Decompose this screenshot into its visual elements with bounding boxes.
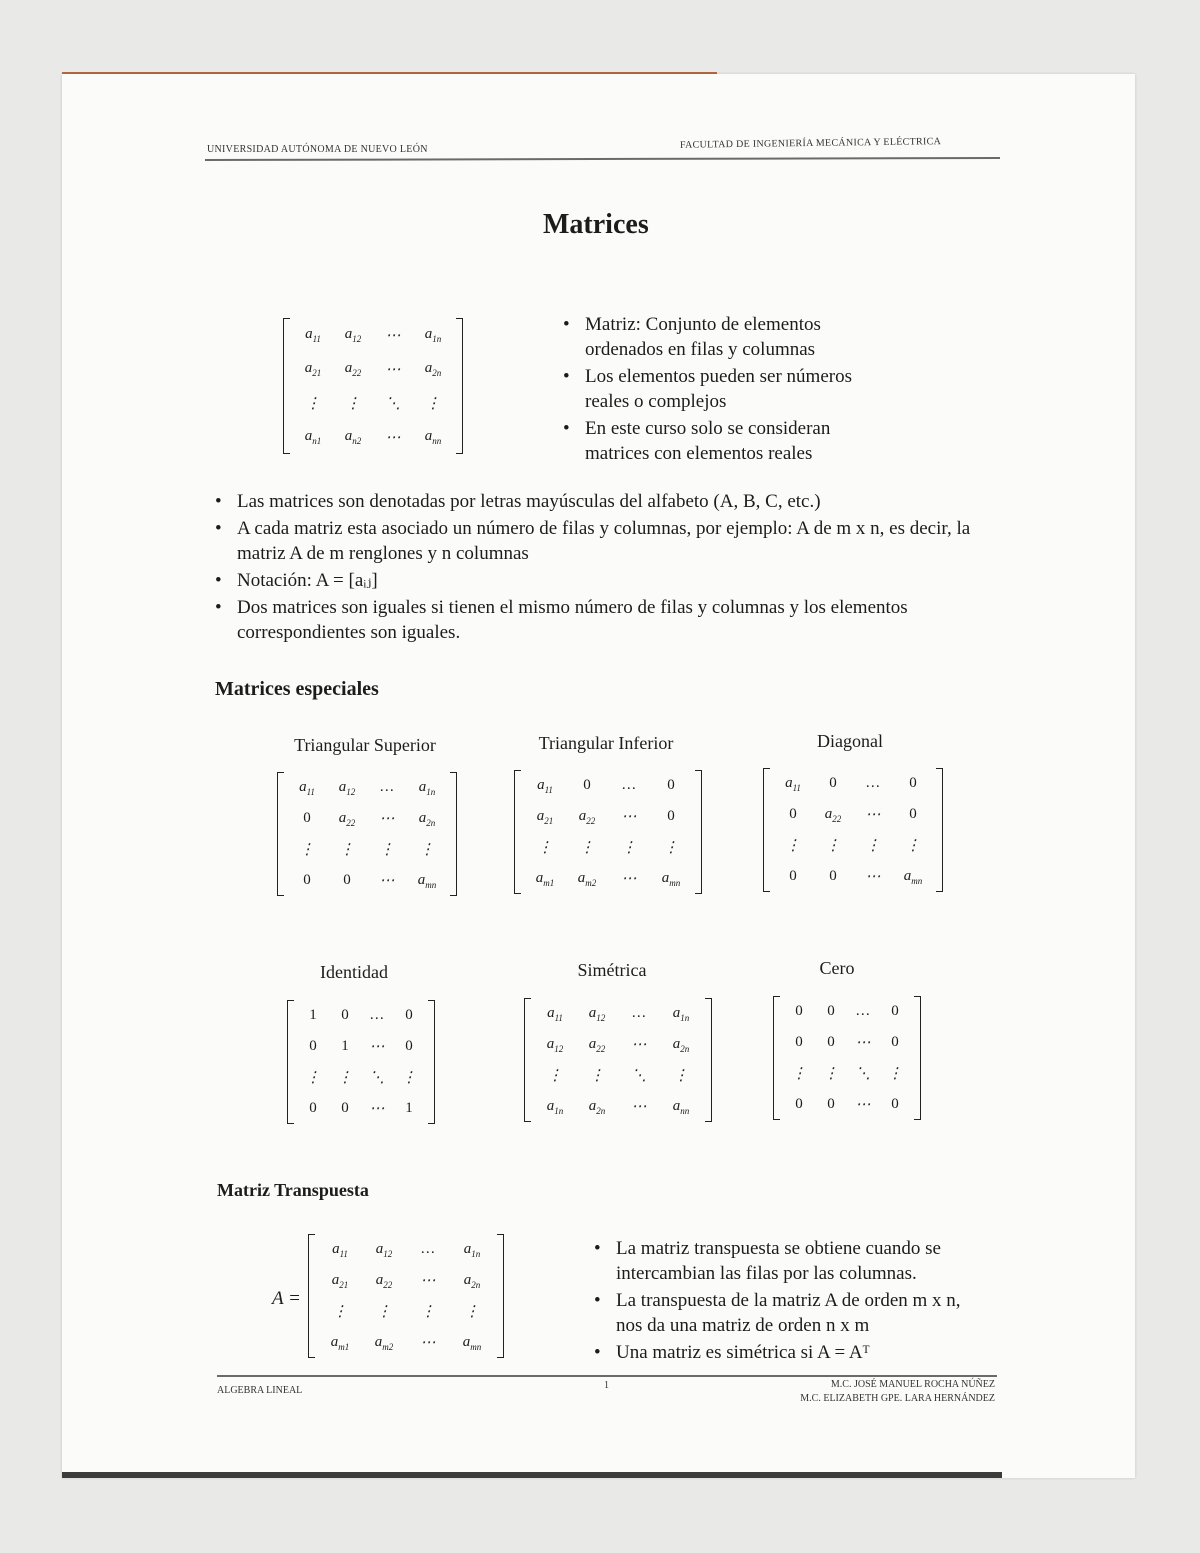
matrix-entry: 0 <box>891 1096 899 1112</box>
matrix-entry: 0 <box>303 872 311 888</box>
main-bullet: • Dos matrices son iguales si tienen el mismo número de filas y columnas y los elementos correspondientes son iguales. <box>215 595 995 645</box>
matrix-row <box>293 318 453 352</box>
matrix-entry: 0 <box>909 806 917 822</box>
matrix-entry: $a_{nn}$ <box>672 1097 690 1116</box>
matrix-entry: $a_{m2}$ <box>374 1333 394 1352</box>
matrix-entry: ⋯ <box>385 327 401 344</box>
intro-bullet-list <box>563 312 893 468</box>
matrix-row <box>318 1265 494 1296</box>
matrix-entry: ⋮ <box>305 1070 321 1086</box>
matrix-row <box>297 1062 425 1093</box>
matrix-entry: 0 <box>827 1096 835 1112</box>
matrix-entry: ⋮ <box>823 1066 839 1082</box>
matrix-row <box>293 420 453 454</box>
matrix-entry: $a_{2n}$ <box>588 1097 606 1116</box>
left-bracket <box>524 998 531 1122</box>
matrix-entry: $a_{12}$ <box>338 778 356 797</box>
matrix-entry: 0 <box>667 777 675 793</box>
matrix-entry: ⋱ <box>369 1070 385 1086</box>
matrix-entry: ⋯ <box>631 1037 647 1053</box>
matrix-entry: ⋮ <box>339 842 355 858</box>
matrix-entry: 1 <box>341 1038 349 1054</box>
matrix-entry: 0 <box>795 1096 803 1112</box>
matrix-entry: $a_{m1}$ <box>330 1333 350 1352</box>
matrix-entry: ⋮ <box>425 395 441 412</box>
matrix-row <box>293 386 453 420</box>
matrix-row <box>773 861 933 892</box>
matrix-entry: 0 <box>405 1038 413 1054</box>
matrix-entry: ⋮ <box>401 1070 417 1086</box>
matrix-entry: $a_{2n}$ <box>463 1271 481 1290</box>
matrix-entry: ⋮ <box>345 395 361 412</box>
matrix-entry: … <box>380 779 394 795</box>
matrix-entry: $a_{1n}$ <box>672 1004 690 1023</box>
matrix-entry: $a_{21}$ <box>536 807 554 826</box>
intro-bullet: • Matriz: Conjunto de elementos ordenados en filas y columnas <box>563 312 893 362</box>
matrix-entry: ⋮ <box>579 840 595 856</box>
matrix-entry: ⋮ <box>791 1066 807 1082</box>
tri-inf-matrix <box>514 770 702 894</box>
matrix-entry: 0 <box>343 872 351 888</box>
header-faculty: FACULTAD DE INGENIERÍA MECÁNICA Y ELÉCTRICA <box>679 136 942 151</box>
footer-rule <box>217 1375 997 1377</box>
matrix-entry: $a_{12}$ <box>344 326 362 344</box>
matrix-entry: $a_{11}$ <box>547 1004 563 1023</box>
left-bracket <box>514 770 521 894</box>
cero-matrix <box>773 996 921 1120</box>
matrix-entry: 1 <box>309 1007 317 1023</box>
matrix-entry: $a_{1n}$ <box>424 326 442 344</box>
matrix-entry: 0 <box>303 810 311 826</box>
matrix-entry: ⋮ <box>547 1068 563 1084</box>
matrix-grid <box>318 1234 494 1358</box>
matrix-entry: $a_{1n}$ <box>463 1240 481 1259</box>
matrix-entry: $a_{22}$ <box>588 1035 606 1054</box>
footer-course: ALGEBRA LINEAL <box>217 1385 303 1396</box>
matrix-entry: ⋮ <box>464 1304 480 1320</box>
footer-author-2: M.C. ELIZABETH GPE. LARA HERNÁNDEZ <box>800 1393 995 1404</box>
matrix-entry: ⋮ <box>887 1066 903 1082</box>
matrix-entry: 0 <box>309 1038 317 1054</box>
matrix-entry: ⋮ <box>673 1068 689 1084</box>
matrix-entry: $a_{n1}$ <box>304 428 322 446</box>
matrix-grid <box>293 318 453 454</box>
matrix-row <box>534 1060 702 1091</box>
transpose-matrix-label: A = <box>272 1288 301 1309</box>
matrix-entry: 0 <box>583 777 591 793</box>
main-bullet: • Las matrices son denotadas por letras mayúsculas del alfabeto (A, B, C, etc.) <box>215 489 995 514</box>
matrix-entry: ⋯ <box>385 429 401 446</box>
matrix-entry: 0 <box>827 1003 835 1019</box>
matrix-row <box>773 830 933 861</box>
matrix-entry: ⋮ <box>785 838 801 854</box>
matrix-grid <box>287 772 447 896</box>
diagonal-title: Diagonal <box>817 731 883 751</box>
tri-sup-title: Triangular Superior <box>294 735 436 755</box>
matrix-entry: ⋯ <box>631 1099 647 1115</box>
matrix-entry: 0 <box>891 1003 899 1019</box>
matrix-row <box>534 1091 702 1122</box>
matrix-entry: ⋯ <box>621 809 637 825</box>
matrix-entry: ⋱ <box>855 1066 871 1082</box>
matrix-entry: ⋯ <box>865 869 881 885</box>
matrix-entry: $a_{12}$ <box>588 1004 606 1023</box>
matrix-entry: ⋯ <box>379 873 395 889</box>
matrix-entry: $a_{1n}$ <box>418 778 436 797</box>
matrix-row <box>297 1093 425 1124</box>
matrix-entry: 0 <box>789 868 797 884</box>
matrix-entry: $a_{mn}$ <box>462 1333 482 1352</box>
matrix-row <box>287 803 447 834</box>
matrix-row <box>524 863 692 894</box>
matrix-entry: ⋱ <box>631 1068 647 1084</box>
matrix-row <box>318 1296 494 1327</box>
page-edge-bottom <box>62 1472 1002 1478</box>
matrix-row <box>783 1058 911 1089</box>
matrix-row <box>297 1031 425 1062</box>
matrix-row <box>287 834 447 865</box>
special-matrices-heading: Matrices especiales <box>215 678 379 700</box>
matrix-entry: $a_{mn}$ <box>661 869 681 888</box>
identidad-matrix <box>287 1000 435 1124</box>
transpose-bullet: • Una matriz es simétrica si A = Aᵀ <box>594 1340 989 1365</box>
simetrica-title: Simétrica <box>577 960 647 980</box>
matrix-entry: ⋯ <box>379 811 395 827</box>
matrix-entry: $a_{nn}$ <box>424 428 442 446</box>
transpose-heading: Matriz Transpuesta <box>217 1180 369 1200</box>
right-bracket <box>695 770 702 894</box>
intro-bullet: • En este curso solo se consideran matrices con elementos reales <box>563 416 893 466</box>
matrix-entry: $a_{12}$ <box>546 1035 564 1054</box>
matrix-entry: $a_{22}$ <box>338 809 356 828</box>
right-bracket <box>936 768 943 892</box>
matrix-entry: ⋯ <box>865 807 881 823</box>
matrix-row <box>534 1029 702 1060</box>
transpose-matrix <box>308 1234 504 1358</box>
matrix-entry: $a_{11}$ <box>537 776 553 795</box>
transpose-bullet: • La matriz transpuesta se obtiene cuando se intercambian las filas por las columnas. <box>594 1236 989 1286</box>
header-university: UNIVERSIDAD AUTÓNOMA DE NUEVO LEÓN <box>207 144 428 155</box>
general-matrix <box>283 318 463 454</box>
matrix-entry: ⋮ <box>905 838 921 854</box>
matrix-entry: ⋯ <box>855 1097 871 1113</box>
matrix-grid <box>524 770 692 894</box>
matrix-grid <box>297 1000 425 1124</box>
matrix-entry: ⋮ <box>379 842 395 858</box>
matrix-entry: $a_{n2}$ <box>344 428 362 446</box>
matrix-entry: $a_{21}$ <box>331 1271 349 1290</box>
matrix-grid <box>783 996 911 1120</box>
right-bracket <box>497 1234 504 1358</box>
matrix-entry: $a_{2n}$ <box>672 1035 690 1054</box>
matrix-entry: 0 <box>795 1034 803 1050</box>
main-bullet: • Notación: A = [aᵢⱼ] <box>215 568 995 593</box>
matrix-entry: ⋮ <box>299 842 315 858</box>
matrix-entry: $a_{21}$ <box>304 360 322 378</box>
matrix-entry: ⋯ <box>621 871 637 887</box>
intro-bullet: • Los elementos pueden ser números reales o complejos <box>563 364 893 414</box>
matrix-row <box>318 1234 494 1265</box>
matrix-grid <box>534 998 702 1122</box>
matrix-entry: ⋮ <box>419 842 435 858</box>
tri-inf-title: Triangular Inferior <box>538 733 674 753</box>
tri-sup-matrix <box>277 772 457 896</box>
transpose-bullet: • La transpuesta de la matriz A de orden m x n, nos da una matriz de orden n x m <box>594 1288 989 1338</box>
matrix-entry: $a_{11}$ <box>305 326 321 344</box>
simetrica-matrix <box>524 998 712 1122</box>
diagonal-matrix <box>763 768 943 892</box>
matrix-entry: 0 <box>795 1003 803 1019</box>
matrix-entry: ⋮ <box>305 395 321 412</box>
matrix-row <box>524 770 692 801</box>
matrix-entry: 0 <box>891 1034 899 1050</box>
matrix-entry: 0 <box>667 808 675 824</box>
footer-page-number: 1 <box>604 1380 609 1391</box>
matrix-entry: 0 <box>829 868 837 884</box>
main-bullet-list <box>215 489 995 647</box>
matrix-row <box>287 865 447 896</box>
matrix-entry: $a_{m2}$ <box>577 869 597 888</box>
right-bracket <box>914 996 921 1120</box>
matrix-entry: ⋱ <box>385 395 401 412</box>
left-bracket <box>763 768 770 892</box>
left-bracket <box>773 996 780 1120</box>
matrix-row <box>287 772 447 803</box>
matrix-entry: ⋮ <box>420 1304 436 1320</box>
matrix-entry: 0 <box>341 1100 349 1116</box>
left-bracket <box>283 318 290 454</box>
matrix-entry: $a_{11}$ <box>332 1240 348 1259</box>
matrix-entry: 0 <box>309 1100 317 1116</box>
matrix-row <box>783 1089 911 1120</box>
matrix-row <box>297 1000 425 1031</box>
matrix-row <box>524 801 692 832</box>
matrix-row <box>783 1027 911 1058</box>
matrix-entry: ⋮ <box>337 1070 353 1086</box>
matrix-entry: … <box>622 777 636 793</box>
matrix-entry: … <box>370 1007 384 1023</box>
matrix-entry: ⋯ <box>385 361 401 378</box>
left-bracket <box>308 1234 315 1358</box>
matrix-entry: … <box>866 775 880 791</box>
matrix-entry: $a_{22}$ <box>344 360 362 378</box>
matrix-entry: $a_{22}$ <box>824 805 842 824</box>
matrix-entry: 0 <box>909 775 917 791</box>
right-bracket <box>450 772 457 896</box>
matrix-entry: ⋮ <box>332 1304 348 1320</box>
matrix-entry: $a_{mn}$ <box>903 867 923 886</box>
left-bracket <box>277 772 284 896</box>
right-bracket <box>705 998 712 1122</box>
right-bracket <box>456 318 463 454</box>
page-title: Matrices <box>543 209 649 240</box>
matrix-row <box>773 799 933 830</box>
matrix-row <box>318 1327 494 1358</box>
matrix-row <box>524 832 692 863</box>
identidad-title: Identidad <box>320 962 388 982</box>
matrix-entry: $a_{11}$ <box>785 774 801 793</box>
matrix-entry: $a_{1n}$ <box>546 1097 564 1116</box>
matrix-entry: $a_{12}$ <box>375 1240 393 1259</box>
matrix-entry: 0 <box>405 1007 413 1023</box>
main-bullet: • A cada matriz esta asociado un número de filas y columnas, por ejemplo: A de m x n, es decir, la matriz A de m renglones y n columnas <box>215 516 995 566</box>
matrix-entry: 0 <box>827 1034 835 1050</box>
matrix-row <box>773 768 933 799</box>
matrix-entry: ⋯ <box>420 1335 436 1351</box>
matrix-row <box>293 352 453 386</box>
matrix-entry: ⋯ <box>420 1273 436 1289</box>
matrix-entry: $a_{11}$ <box>299 778 315 797</box>
footer-author-1: M.C. JOSÉ MANUEL ROCHA NÚÑEZ <box>830 1379 995 1390</box>
matrix-entry: ⋮ <box>663 840 679 856</box>
right-bracket <box>428 1000 435 1124</box>
matrix-entry: ⋯ <box>369 1039 385 1055</box>
matrix-entry: … <box>856 1003 870 1019</box>
matrix-entry: $a_{2n}$ <box>418 809 436 828</box>
transpose-bullet-list <box>594 1236 989 1367</box>
matrix-entry: ⋮ <box>376 1304 392 1320</box>
matrix-entry: ⋮ <box>621 840 637 856</box>
cero-title: Cero <box>819 958 855 978</box>
matrix-entry: $a_{22}$ <box>578 807 596 826</box>
left-bracket <box>287 1000 294 1124</box>
matrix-entry: … <box>421 1241 435 1257</box>
matrix-entry: … <box>632 1005 646 1021</box>
matrix-entry: 0 <box>341 1007 349 1023</box>
matrix-entry: $a_{mn}$ <box>417 871 437 890</box>
matrix-entry: 1 <box>405 1100 413 1116</box>
matrix-entry: 0 <box>789 806 797 822</box>
matrix-entry: ⋮ <box>537 840 553 856</box>
matrix-entry: ⋯ <box>369 1101 385 1117</box>
matrix-entry: ⋮ <box>865 838 881 854</box>
matrix-grid <box>773 768 933 892</box>
matrix-row <box>783 996 911 1027</box>
matrix-entry: $a_{22}$ <box>375 1271 393 1290</box>
matrix-row <box>534 998 702 1029</box>
matrix-entry: $a_{2n}$ <box>424 360 442 378</box>
matrix-entry: ⋮ <box>589 1068 605 1084</box>
matrix-entry: ⋯ <box>855 1035 871 1051</box>
matrix-entry: $a_{m1}$ <box>535 869 555 888</box>
matrix-entry: 0 <box>829 775 837 791</box>
matrix-entry: ⋮ <box>825 838 841 854</box>
